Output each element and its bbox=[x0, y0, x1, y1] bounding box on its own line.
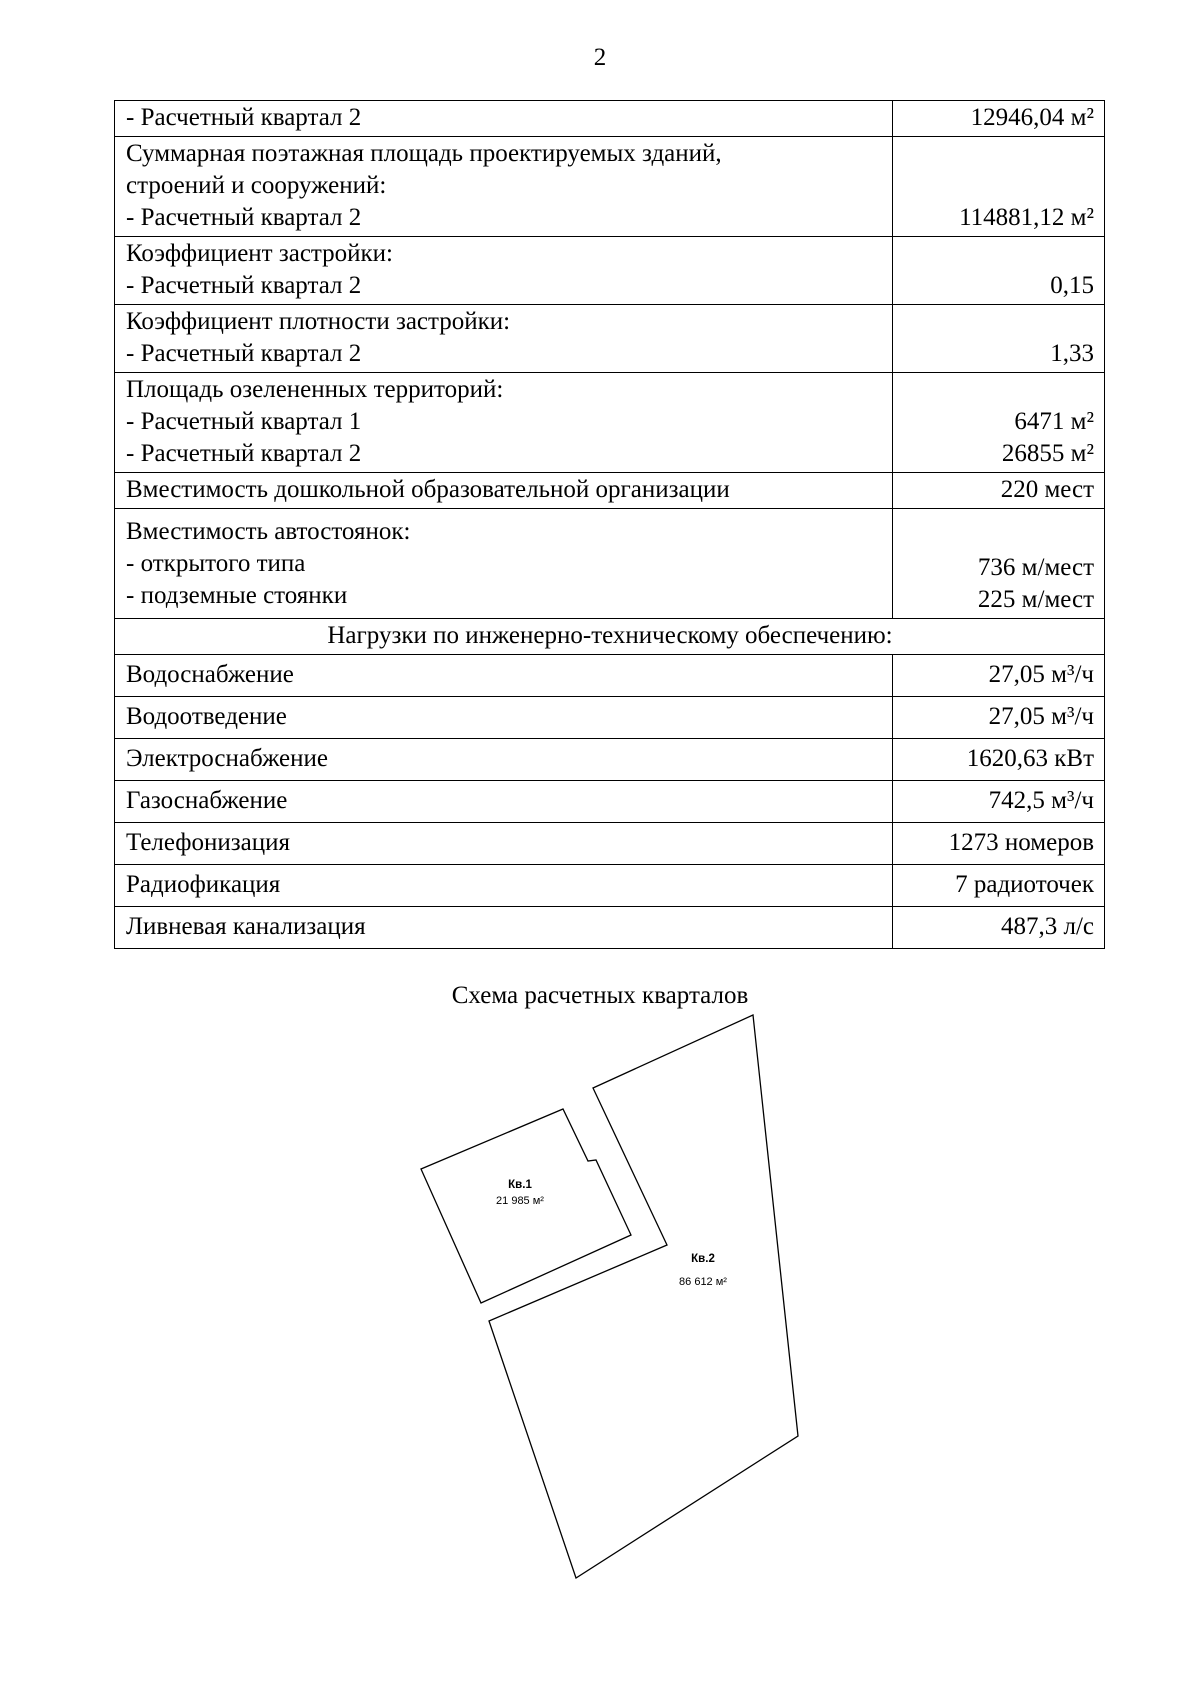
row-label: Телефонизация bbox=[115, 823, 893, 865]
label-line: - Расчетный квартал 2 bbox=[126, 340, 362, 367]
row-value: 0,15 bbox=[893, 237, 1105, 305]
label-line: - Расчетный квартал 1 bbox=[126, 408, 362, 435]
row-value: 12946,04 м² bbox=[893, 101, 1105, 137]
label-line: - Расчетный квартал 2 bbox=[126, 272, 362, 299]
label-line: Суммарная поэтажная площадь проектируемых зданий, bbox=[126, 140, 722, 167]
row-label: Водоотведение bbox=[115, 697, 893, 739]
label-line: - Расчетный квартал 2 bbox=[126, 204, 362, 231]
label-line: Коэффициент застройки: bbox=[126, 240, 394, 267]
row-value: 7 радиоточек bbox=[893, 865, 1105, 907]
row-value: 1273 номеров bbox=[893, 823, 1105, 865]
row-label: Радиофикация bbox=[115, 865, 893, 907]
row-value: 27,05 м³/ч bbox=[893, 697, 1105, 739]
value-line: 26855 м² bbox=[1001, 440, 1094, 467]
block-1-name: Кв.1 bbox=[508, 1179, 532, 1191]
block-2-outline bbox=[489, 1015, 798, 1578]
label-line: Вместимость автостоянок: bbox=[126, 518, 411, 545]
block-2-name: Кв.2 bbox=[691, 1253, 715, 1265]
row-value: 742,5 м³/ч bbox=[893, 781, 1105, 823]
row-label: Водоснабжение bbox=[115, 655, 893, 697]
label-line: - Расчетный квартал 2 bbox=[126, 440, 362, 467]
section-heading: Нагрузки по инженерно-техническому обеспечению: bbox=[115, 619, 1105, 655]
row-value: 1620,63 кВт bbox=[893, 739, 1105, 781]
label-line: - открытого типа bbox=[126, 550, 306, 577]
value-line: 225 м/мест bbox=[977, 586, 1094, 613]
row-label: Вместимость дошкольной образовательной организации bbox=[115, 473, 893, 509]
label-line: Коэффициент плотности застройки: bbox=[126, 308, 511, 335]
block-1-area: 21 985 м² bbox=[496, 1195, 544, 1207]
block-2-area: 86 612 м² bbox=[679, 1276, 727, 1288]
label-line: Площадь озелененных территорий: bbox=[126, 376, 504, 403]
value-line: 736 м/мест bbox=[977, 554, 1094, 581]
page-number: 2 bbox=[593, 44, 607, 71]
value-line: 6471 м² bbox=[1014, 408, 1094, 435]
row-value: 220 мест bbox=[893, 473, 1105, 509]
row-value: 114881,12 м² bbox=[893, 137, 1105, 237]
row-label: Газоснабжение bbox=[115, 781, 893, 823]
scheme-title: Схема расчетных кварталов bbox=[451, 982, 749, 1009]
row-value: 1,33 bbox=[893, 305, 1105, 373]
label-line: строений и сооружений: bbox=[126, 172, 387, 199]
label-line: - подземные стоянки bbox=[126, 582, 348, 609]
row-label: Ливневая канализация bbox=[115, 907, 893, 949]
row-value: 487,3 л/с bbox=[893, 907, 1105, 949]
row-label: Электроснабжение bbox=[115, 739, 893, 781]
row-label: - Расчетный квартал 2 bbox=[115, 101, 893, 137]
row-value: 27,05 м³/ч bbox=[893, 655, 1105, 697]
